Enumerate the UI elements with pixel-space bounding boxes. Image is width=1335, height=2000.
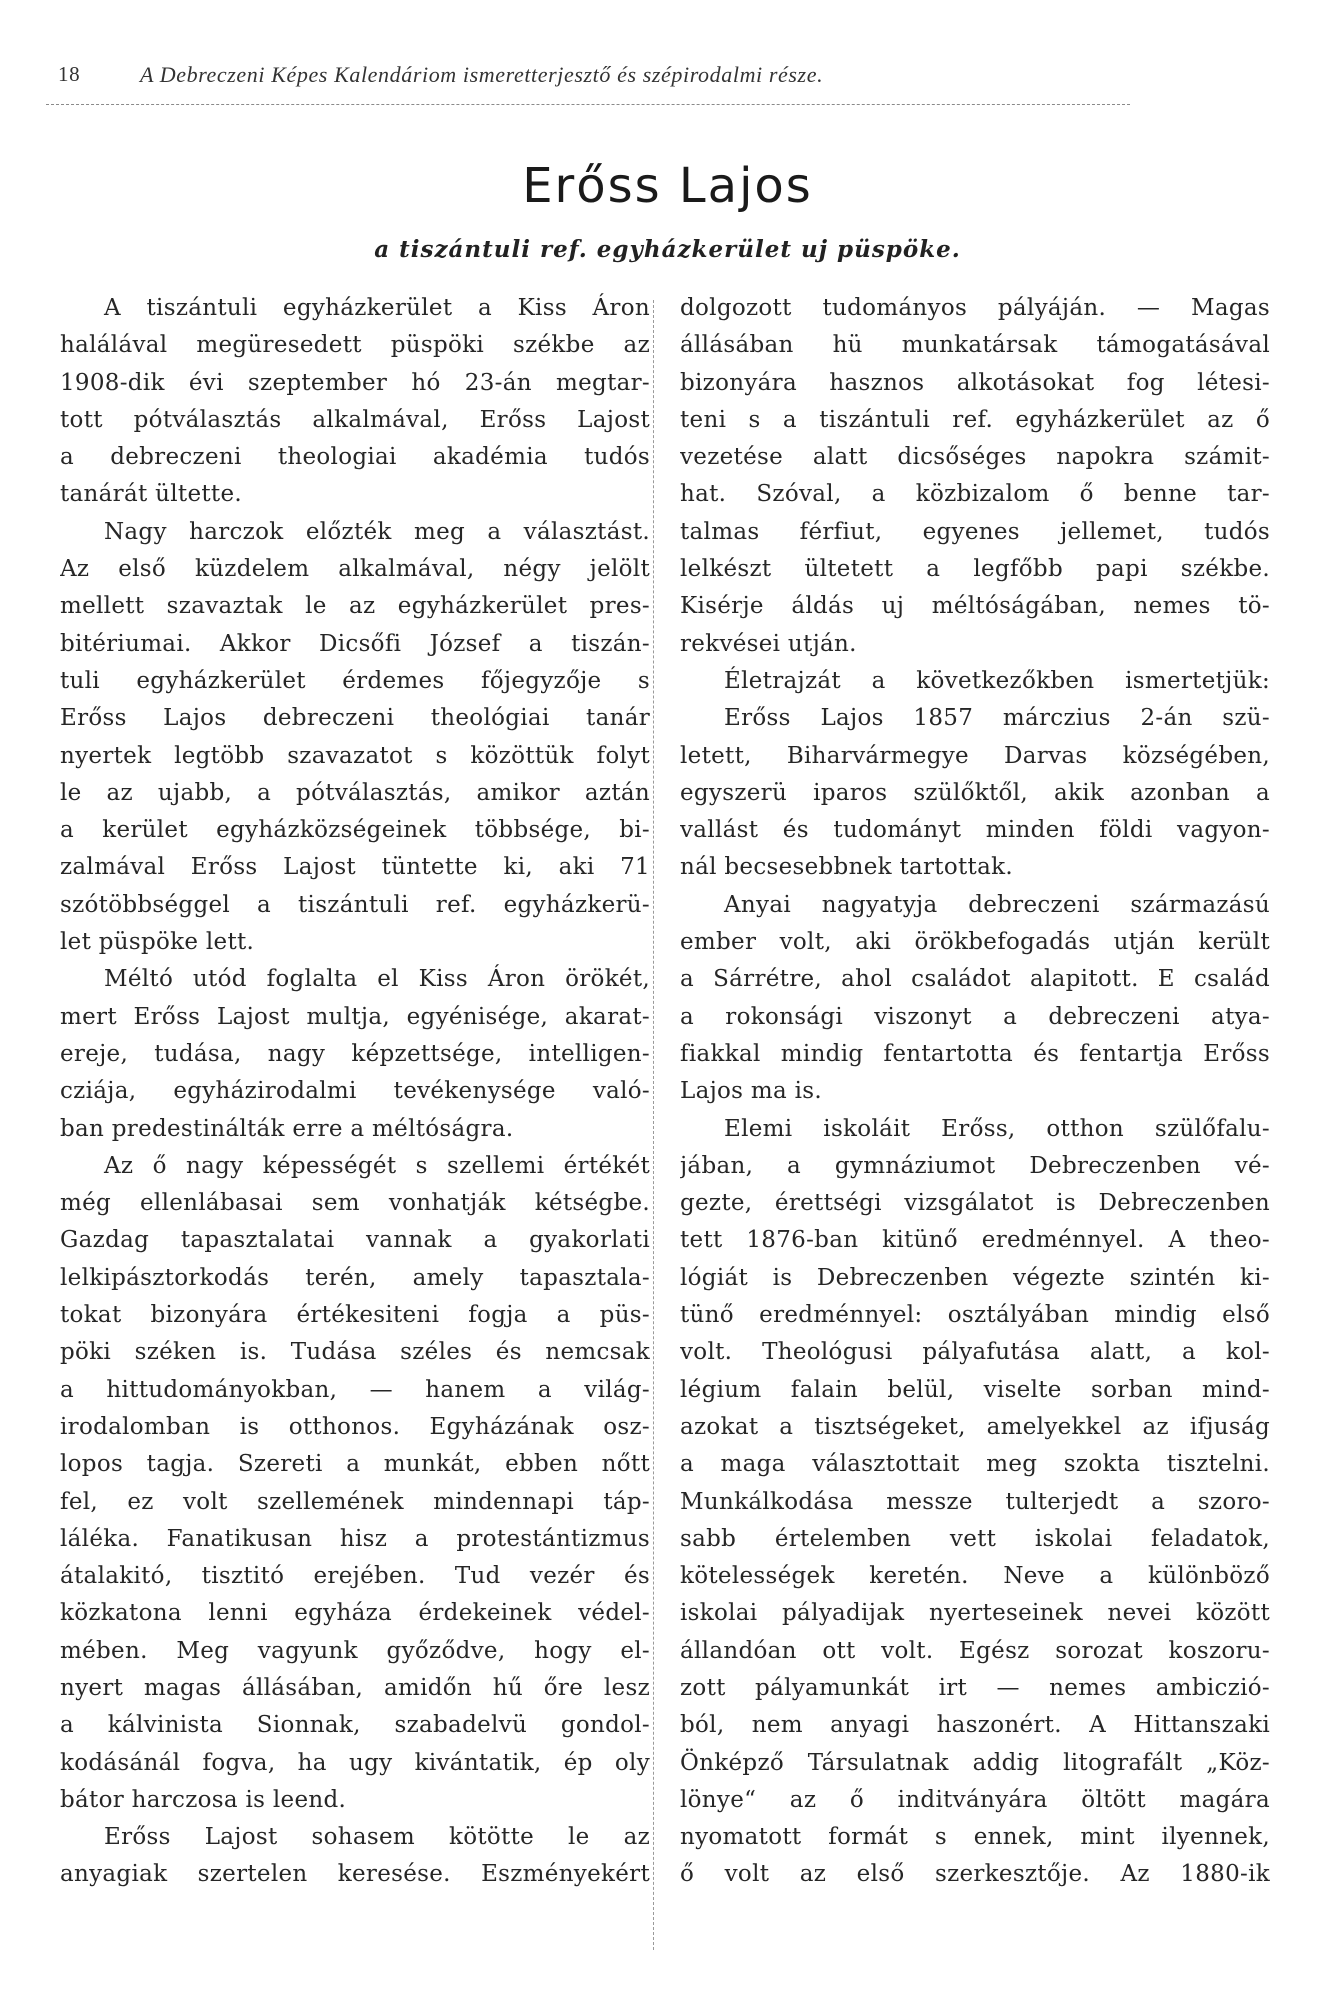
text-line: állásában hü munkatársak támogatásával bbox=[680, 332, 1270, 359]
running-head bbox=[58, 62, 1120, 102]
text-line: let püspöke lett. bbox=[60, 929, 255, 956]
text-line: láléka. Fanatikusan hisz a protestántizmus bbox=[60, 1525, 650, 1552]
text-line: rekvései utján. bbox=[680, 630, 857, 657]
text-line: egyszerü iparos szülőktől, akik azonban a bbox=[680, 779, 1270, 806]
text-line: cziája, egyházirodalmi tevékenysége való- bbox=[60, 1078, 650, 1105]
text-line: Kisérje áldás uj méltóságában, nemes tö- bbox=[680, 593, 1270, 620]
text-line: tott pótválasztás alkalmával, Erőss Lajost bbox=[60, 406, 650, 433]
text-line: nyert magas állásában, amidőn hű őre lesz bbox=[60, 1674, 650, 1701]
text-line: a Sárrétre, ahol családot alapitott. E család bbox=[680, 966, 1270, 993]
left-text-column bbox=[60, 290, 650, 1950]
text-line: tokat bizonyára értékesiteni fogja a püs- bbox=[60, 1302, 650, 1329]
text-line: tett 1876-ban kitünő eredménnyel. A theo- bbox=[680, 1227, 1270, 1254]
text-line: iskolai pályadijak nyerteseinek nevei között bbox=[680, 1600, 1270, 1627]
text-line: tanárát ültette. bbox=[60, 481, 242, 508]
text-line: jában, a gymnáziumot Debreczenben vé- bbox=[680, 1152, 1270, 1179]
text-line: zott pályamunkát irt — nemes ambiczió- bbox=[680, 1674, 1270, 1701]
text-line: állandóan ott volt. Egész sorozat koszoru- bbox=[680, 1637, 1270, 1664]
column-divider bbox=[653, 300, 654, 1950]
text-line: 1908-dik évi szeptember hó 23-án megtar- bbox=[60, 369, 650, 396]
header-divider bbox=[46, 104, 1130, 105]
text-line: sabb értelemben vett iskolai feladatok, bbox=[680, 1525, 1270, 1552]
text-line: nyomatott formát s ennek, mint ilyennek, bbox=[680, 1824, 1270, 1851]
text-line: zalmával Erőss Lajost tüntette ki, aki 71 bbox=[60, 854, 650, 881]
text-line: gezte, érettségi vizsgálatot is Debreczenben bbox=[680, 1190, 1270, 1217]
text-line: bizonyára hasznos alkotásokat fog létesi- bbox=[680, 369, 1270, 396]
text-line: ember volt, aki örökbefogadás utján került bbox=[680, 929, 1270, 956]
text-line: Az első küzdelem alkalmával, négy jelölt bbox=[60, 556, 650, 583]
text-line: lopos tagja. Szereti a munkát, ebben nőtt bbox=[60, 1451, 650, 1478]
text-line: lógiát is Debreczenben végezte szintén ki- bbox=[680, 1264, 1270, 1291]
text-line: talmas férfiut, egyenes jellemet, tudós bbox=[680, 518, 1270, 545]
text-line: Munkálkodása messze tulterjedt a szoro- bbox=[680, 1488, 1270, 1515]
text-line: átalakitó, tisztitó erejében. Tud vezér és bbox=[60, 1563, 650, 1590]
text-line: a hittudományokban, — hanem a világ- bbox=[60, 1376, 650, 1403]
text-line: vezetése alatt dicsőséges napokra számit- bbox=[680, 444, 1270, 471]
article-subtitle: a tiszántuli ref. egyházkerület uj püspöke. bbox=[374, 236, 961, 263]
text-line: a kálvinista Sionnak, szabadelvü gondol- bbox=[60, 1712, 650, 1739]
text-line: pöki széken is. Tudása széles és nemcsak bbox=[60, 1339, 650, 1366]
text-line: Erőss Lajost sohasem kötötte le az bbox=[104, 1824, 650, 1851]
text-line: közkatona lenni egyháza érdekeinek védel- bbox=[60, 1600, 650, 1627]
text-line: Önképző Társulatnak addig litografált „Köz- bbox=[680, 1749, 1270, 1776]
text-line: volt. Theológusi pályafutása alatt, a kol- bbox=[680, 1339, 1270, 1366]
text-line: a kerület egyházközségeinek többsége, bi- bbox=[60, 817, 650, 844]
text-line: fel, ez volt szellemének mindennapi táp- bbox=[60, 1488, 650, 1515]
text-line: letett, Biharvármegye Darvas községében, bbox=[680, 742, 1270, 769]
text-line: bitériumai. Akkor Dicsőfi József a tiszán- bbox=[60, 630, 650, 657]
text-line: teni s a tiszántuli ref. egyházkerület az ő bbox=[680, 406, 1270, 433]
text-line: irodalomban is otthonos. Egyházának osz- bbox=[60, 1413, 650, 1440]
text-line: légium falain belül, viselte sorban mind- bbox=[680, 1376, 1270, 1403]
text-line: le az ujabb, a pótválasztás, amikor aztán bbox=[60, 779, 650, 806]
text-line: tünő eredménnyel: osztályában mindig első bbox=[680, 1302, 1270, 1329]
text-line: ban predestinálták erre a méltóságra. bbox=[60, 1115, 514, 1142]
text-line: még ellenlábasai sem vonhatják kétségbe. bbox=[60, 1190, 650, 1217]
text-line: bátor harczosa is leend. bbox=[60, 1786, 347, 1813]
text-line: Erőss Lajos debreczeni theológiai tanár bbox=[60, 705, 650, 732]
text-line: mert Erőss Lajost multja, egyénisége, akarat- bbox=[60, 1003, 650, 1030]
text-line: Méltó utód foglalta el Kiss Áron örökét, bbox=[104, 966, 650, 993]
text-line: lelkipásztorkodás terén, amely tapasztala- bbox=[60, 1264, 650, 1291]
text-line: szótöbbséggel a tiszántuli ref. egyházkerü- bbox=[60, 891, 650, 918]
text-line: Lajos ma is. bbox=[680, 1078, 822, 1105]
text-line: a maga választottait meg szokta tisztelni. bbox=[680, 1451, 1270, 1478]
text-line: a debreczeni theologiai akadémia tudós bbox=[60, 444, 650, 471]
text-line: fiakkal mindig fentartotta és fentartja Erőss bbox=[680, 1040, 1270, 1067]
text-line: Gazdag tapasztalatai vannak a gyakorlati bbox=[60, 1227, 650, 1254]
text-line: vallást és tudományt minden földi vagyon- bbox=[680, 817, 1270, 844]
text-line: Erőss Lajos 1857 márczius 2-án szü- bbox=[724, 705, 1270, 732]
text-line: lönye“ az ő inditványára öltött magára bbox=[680, 1786, 1270, 1813]
text-line: ő volt az első szerkesztője. Az 1880-ik bbox=[680, 1861, 1270, 1888]
text-line: ereje, tudása, nagy képzettsége, intelligen- bbox=[60, 1040, 650, 1067]
running-head-title: A Debreczeni Képes Kalendáriom ismeretterjesztő és szépirodalmi része. bbox=[140, 62, 824, 87]
text-line: Életrajzát a következőkben ismertetjük: bbox=[724, 667, 1270, 694]
text-line: halálával megüresedett püspöki székbe az bbox=[60, 332, 650, 359]
text-line: lelkészt ültetett a legfőbb papi székbe. bbox=[680, 556, 1270, 583]
article-title: Erőss Lajos bbox=[522, 158, 813, 214]
right-text-column bbox=[680, 290, 1270, 1950]
text-line: anyagiak szertelen keresése. Eszményekért bbox=[60, 1861, 650, 1888]
text-line: ból, nem anyagi haszonért. A Hittanszaki bbox=[680, 1712, 1270, 1739]
page-number: 18 bbox=[58, 62, 81, 86]
text-line: kodásánál fogva, ha ugy kivántatik, ép oly bbox=[60, 1749, 650, 1776]
text-line: A tiszántuli egyházkerület a Kiss Áron bbox=[104, 295, 650, 321]
text-line: Elemi iskoláit Erőss, otthon szülőfalu- bbox=[724, 1115, 1270, 1142]
text-line: azokat a tisztségeket, amelyekkel az ifjuság bbox=[680, 1413, 1270, 1440]
text-line: tuli egyházkerület érdemes főjegyzője s bbox=[60, 667, 650, 694]
text-line: dolgozott tudományos pályáján. — Magas bbox=[680, 295, 1270, 321]
text-line: hat. Szóval, a közbizalom ő benne tar- bbox=[680, 481, 1270, 508]
text-line: nyertek legtöbb szavazatot s közöttük folyt bbox=[60, 742, 650, 769]
text-line: Nagy harczok előzték meg a választást. bbox=[104, 518, 650, 545]
text-line: nál becsesebbnek tartottak. bbox=[680, 854, 1013, 881]
text-line: mellett szavaztak le az egyházkerület pres- bbox=[60, 593, 650, 620]
text-line: a rokonsági viszonyt a debreczeni atya- bbox=[680, 1003, 1270, 1030]
text-line: Az ő nagy képességét s szellemi értékét bbox=[104, 1152, 650, 1179]
text-line: Anyai nagyatyja debreczeni származású bbox=[724, 891, 1270, 918]
text-line: kötelességek keretén. Neve a különböző bbox=[680, 1563, 1270, 1590]
text-line: mében. Meg vagyunk győződve, hogy el- bbox=[60, 1637, 650, 1664]
